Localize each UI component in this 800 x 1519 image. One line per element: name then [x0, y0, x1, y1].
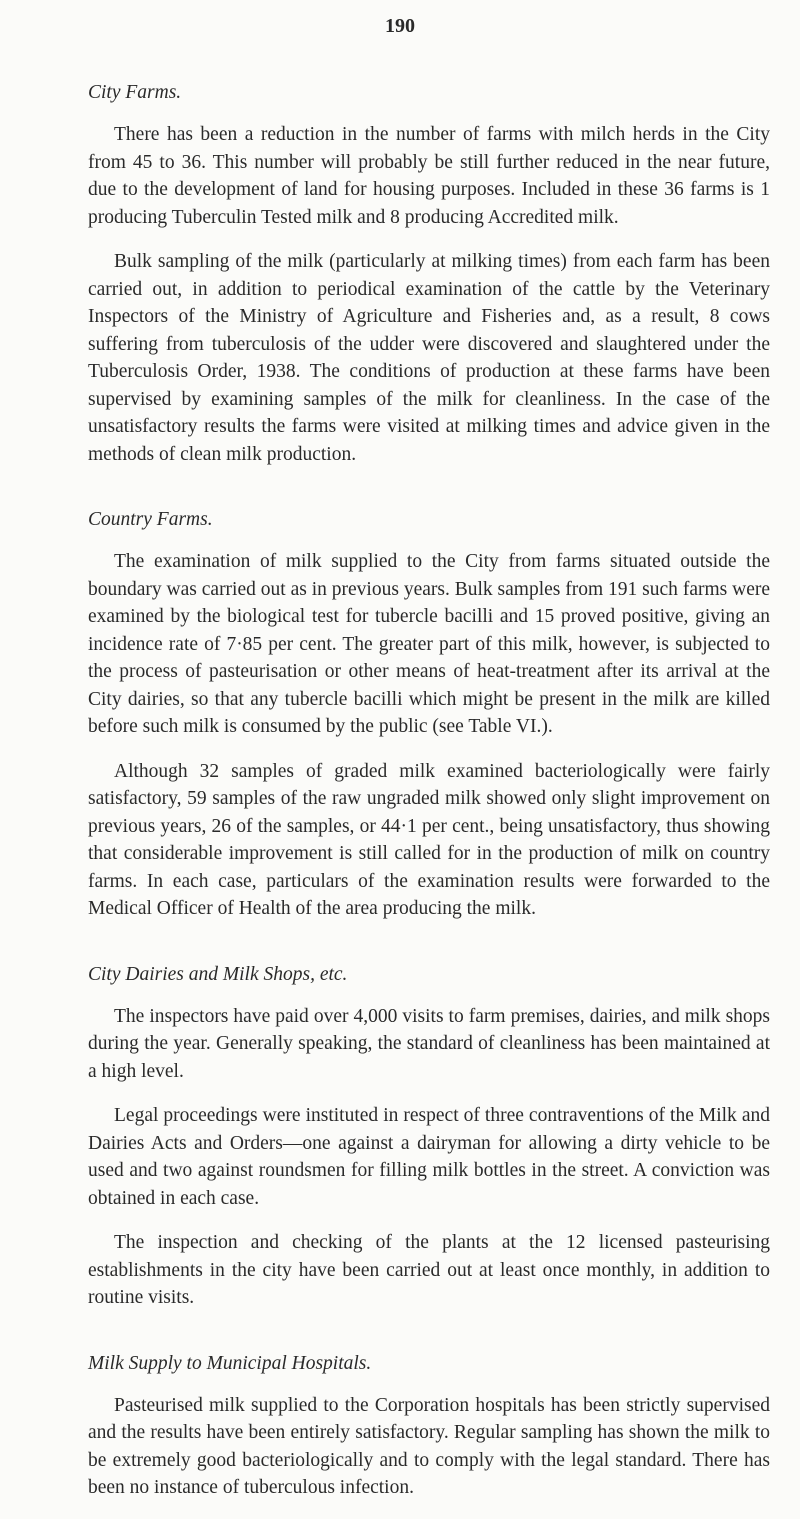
- section-country-farms: [88, 509, 770, 923]
- page-number: 190: [385, 15, 415, 37]
- paragraph: Bulk sampling of the milk (particularly at milking times) from each farm has been carried out, in addition to periodical examination of the cattle by the Veterinary Inspectors of the Ministry of Agriculture and Fisheries and, as a result, 8 cows suffering from tuberculosis of the udder were discovered and slaughtered under the Tuberculosis Order, 1938. The conditions of production at these farms have been supervised by examining samples of the milk for cleanliness. In the case of the unsatisfactory results the farms were visited at milking times and advice given in the methods of clean milk production.: [88, 251, 770, 465]
- page-content: [88, 82, 770, 1519]
- paragraph: Although 32 samples of graded milk examined bacteriologically were fairly satisfactory, 59 samples of the raw ungraded milk showed only slight improvement on previous years, 26 of the samples, or 44·1 per cent., being unsatisfactory, thus showing that considerable improvement is still called for in the production of milk on country farms. In each case, particulars of the examination results were forwarded to the Medical Officer of Health of the area producing the milk.: [88, 760, 770, 919]
- section-heading: City Dairies and Milk Shops, etc.: [88, 963, 348, 985]
- section-municipal-hospitals: [88, 1353, 770, 1502]
- paragraph: The inspectors have paid over 4,000 visits to farm premises, dairies, and milk shops during the year. Generally speaking, the standard of cleanliness has been maintained at a high level.: [88, 1005, 770, 1082]
- section-heading: City Farms.: [88, 82, 182, 103]
- section-heading: Country Farms.: [88, 509, 213, 530]
- section-city-farms: [88, 82, 770, 468]
- paragraph: The examination of milk supplied to the City from farms situated outside the boundary was carried out as in previous years. Bulk samples from 191 such farms were examined by the biological test for tubercle bacilli and 15 proved positive, giving an incidence rate of 7·85 per cent. The greater part of this milk, however, is subjected to the process of pasteurisation or other means of heat-treatment after its arrival at the City dairies, so that any tubercle bacilli which might be present in the milk are killed before such milk is consumed by the public (see Table VI.).: [88, 551, 770, 737]
- paragraph: Pasteurised milk supplied to the Corporation hospitals has been strictly supervised and the results have been entirely satisfactory. Regular sampling has shown the milk to be extremely good bacteriologically and to comply with the legal standard. There has been no instance of tuberculous infection.: [88, 1394, 770, 1498]
- paragraph: There has been a reduction in the number of farms with milch herds in the City from 45 to 36. This number will probably be still further reduced in the near future, due to the development of land for housing purposes. Included in these 36 farms is 1 producing Tuberculin Tested milk and 8 producing Accredited milk.: [88, 124, 770, 228]
- paragraph: The inspection and checking of the plants at the 12 licensed pasteurising establishments in the city have been carried out at least once monthly, in addition to routine visits.: [88, 1232, 770, 1308]
- section-heading: Milk Supply to Municipal Hospitals.: [88, 1352, 372, 1374]
- paragraph: Legal proceedings were instituted in respect of three contraventions of the Milk and Dairies Acts and Orders—one against a dairyman for allowing a dirty vehicle to be used and two against roundsmen for filling milk bottles in the street. A conviction was obtained in each case.: [88, 1105, 770, 1209]
- section-city-dairies: [88, 964, 770, 1312]
